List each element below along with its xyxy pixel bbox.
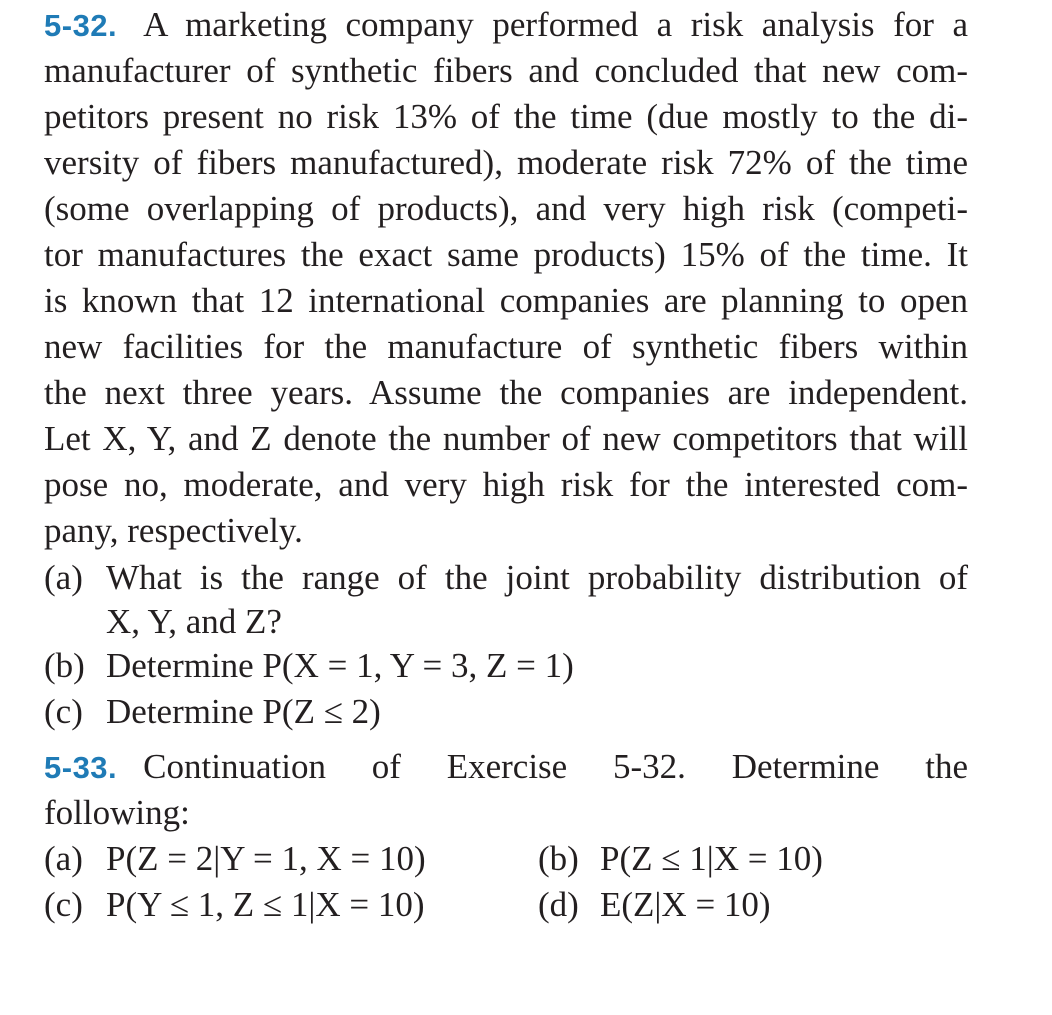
part-532-c	[44, 689, 381, 735]
part-label: (c)	[44, 692, 83, 731]
part-532-b	[44, 643, 574, 689]
part-532-a-line-2: X, Y, and Z?	[106, 602, 282, 641]
part-533-d	[538, 882, 771, 928]
problem-532-line-9: the next three years. Assume the companies are independent.	[44, 373, 968, 412]
part-label: (a)	[44, 839, 83, 878]
part-label: (d)	[538, 885, 579, 924]
problem-533-line-2: following:	[44, 793, 190, 832]
problem-533-line-1	[44, 744, 968, 790]
part-532-c-text: Determine P(Z ≤ 2)	[106, 692, 381, 731]
part-533-b-text: P(Z ≤ 1|X = 10)	[600, 839, 823, 878]
problem-number-533: 5-33.	[44, 750, 118, 785]
problem-532-line-5: (some overlapping of products), and very high risk (competi-	[44, 189, 968, 228]
problem-532-line-3: petitors present no risk 13% of the time (due mostly to the di-	[44, 97, 968, 136]
problem-number-532: 5-32.	[44, 8, 118, 43]
part-label: (b)	[44, 646, 85, 685]
problem-532-line-12: pany, respectively.	[44, 511, 303, 550]
problem-533-text-1: Continuation of Exercise 5-32. Determine the	[143, 747, 968, 786]
part-532-a-line-1: What is the range of the joint probability distribution of	[106, 558, 968, 597]
part-label: (a)	[44, 558, 83, 597]
problem-532-line-1	[44, 2, 968, 48]
part-label: (b)	[538, 839, 579, 878]
part-label: (c)	[44, 885, 83, 924]
problem-532-line-6: tor manufactures the exact same products) 15% of the time. It	[44, 235, 968, 274]
problem-532-line-8: new facilities for the manufacture of synthetic fibers within	[44, 327, 968, 366]
problem-532-line-7: is known that 12 international companies are planning to open	[44, 281, 968, 320]
problem-532-line-2: manufacturer of synthetic fibers and concluded that new com-	[44, 51, 968, 90]
problem-532-text-1: A marketing company performed a risk analysis for a	[143, 5, 968, 44]
problem-532-line-4: versity of fibers manufactured), moderate risk 72% of the time	[44, 143, 968, 182]
part-533-a	[44, 836, 426, 882]
part-533-a-text: P(Z = 2|Y = 1, X = 10)	[106, 839, 426, 878]
part-533-c-text: P(Y ≤ 1, Z ≤ 1|X = 10)	[106, 885, 425, 924]
part-533-b	[538, 836, 823, 882]
part-532-a	[44, 555, 968, 601]
part-533-c	[44, 882, 425, 928]
part-533-d-text: E(Z|X = 10)	[600, 885, 771, 924]
problem-532-line-11: pose no, moderate, and very high risk for the interested com-	[44, 465, 968, 504]
problem-532-line-10: Let X, Y, and Z denote the number of new competitors that will	[44, 419, 968, 458]
part-532-b-text: Determine P(X = 1, Y = 3, Z = 1)	[106, 646, 574, 685]
